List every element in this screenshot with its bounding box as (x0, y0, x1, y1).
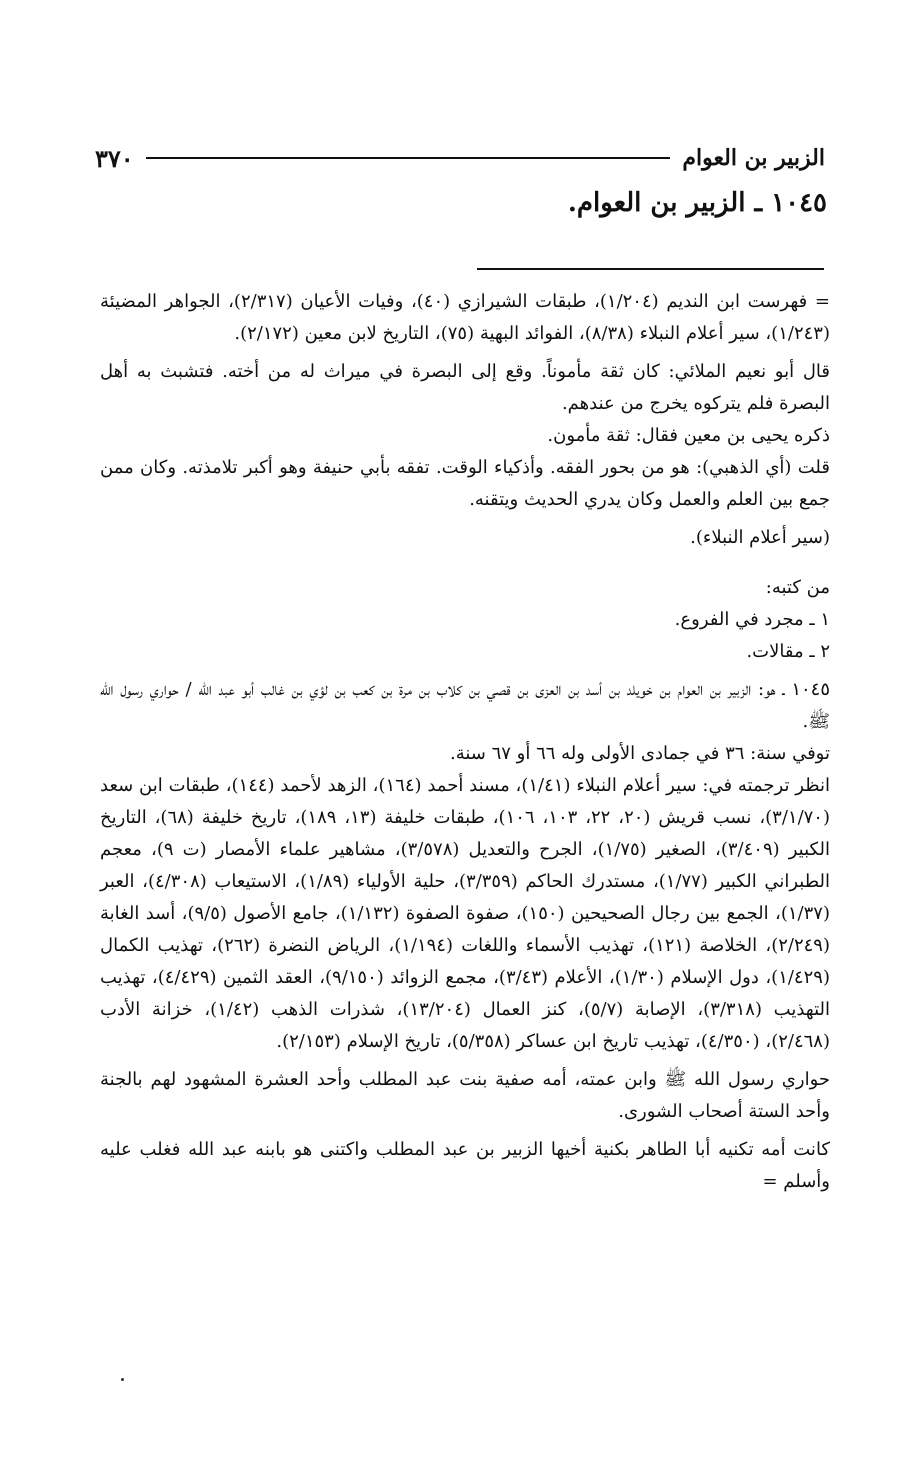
page-number: ٣٧٠ (95, 143, 134, 173)
footnotes-body (100, 286, 830, 1198)
header-rule (146, 157, 671, 159)
yahya-quote: ذكره يحيى بن معين فقال: ثقة مأمون. (547, 425, 830, 446)
running-title: الزبير بن العوام (682, 145, 825, 171)
siyar-reference: (سير أعلام النبلاء). (690, 527, 830, 548)
stray-dot (121, 1378, 124, 1381)
books-heading: من كتبه: (765, 577, 830, 598)
dhahabi-quote: قلت (أي الذهبي): هو من بحور الفقه. وأذكياء الوقت. تفقه بأبي حنيفة وهو أكبر تلامذته. وكان ممن جمع بين العلم والعمل وكان يدري الحديث ويتقنه. (100, 457, 830, 510)
page-header (95, 138, 825, 178)
sources-continued: = فهرست ابن النديم (١/٢٠٤)، طبقات الشيرازي (٤٠)، وفيات الأعيان (٢/٣١٧)، الجواهر المضيئة (١/٢٤٣)، سير أعلام النبلاء (٨/٣٨)، الفوائد البهية (٧٥)، التاريخ لابن معين (٢/١٧٢). (100, 291, 830, 344)
abu-nuaim-quote: قال أبو نعيم الملائي: كان ثقة مأموناً. وقع إلى البصرة في ميراث له من أخته. فتشبث به أهل البصرة فلم يتركوه يخرج من عندهم. (100, 361, 830, 414)
hawari-paragraph: حواري رسول الله ﷺ وابن عمته، أمه صفية بنت عبد المطلب وأحد العشرة المشهود لهم بالجنة وأحد الستة أصحاب الشورى. (100, 1069, 830, 1122)
footnote-separator (477, 268, 824, 270)
biography-sources: انظر ترجمته في: سير أعلام النبلاء (١/٤١)، مسند أحمد (١٦٤)، الزهد لأحمد (١٤٤)، طبقات ابن سعد (٣/١/٧٠)، نسب قريش (٢٠، ٢٢، ١٠٣، ١٠٦)، طبقات خليفة (١٣، ١٨٩)، تاريخ خليفة (٦٨)، التاريخ الكبير (٣/٤٠٩)، الصغير (١/٧٥)، الجرح والتعديل (٣/٥٧٨)، مشاهير علماء الأمصار (ت ٩)، معجم الطبراني الكبير (١/٧٧)، مستدرك الحاكم (٣/٣٥٩)، حلية الأولياء (١/٨٩)، الاستيعاب (٤/٣٠٨)، العبر (١/٣٧)، الجمع بين رجال الصحيحين (١٥٠)، صفوة الصفوة (١/١٣٢)، جامع الأصول (٩/٥)، أسد الغابة (٢/٢٤٩)، الخلاصة (١٢١)، تهذيب الأسماء واللغات (١/١٩٤)، الرياض النضرة (٢٦٢)، تهذيب الكمال (١/٤٢٩)، دول الإسلام (١/٣٠)، الأعلام (٣/٤٣)، مجمع الزوائد (٩/١٥٠)، العقد الثمين (٤/٤٢٩)، تهذيب التهذيب (٣/٣١٨)، الإصابة (٥/٧)، كنز العمال (١٣/٢٠٤)، شذرات الذهب (١/٤٢)، خزانة الأدب (٢/٤٦٨)، (٤/٣٥٠)، تهذيب تاريخ ابن عساكر (٥/٣٥٨)، تاريخ الإسلام (٢/١٥٣). (100, 775, 831, 1052)
entry-title: ١٠٤٥ ـ الزبير بن العوام. (567, 188, 827, 218)
kunya-paragraph: كانت أمه تكنيه أبا الطاهر بكنية أخيها الزبير بن عبد المطلب واكتنى هو بابنه عبد الله فغلب عليه وأسلم = (100, 1139, 830, 1192)
note-1045: ١٠٤٥ ـ هو: الزبير بن العوام بن خويلد بن أسد بن العزى بن قصي بن كلاب بن مرة بن كعب بن لؤي بن غالب أبو عبد الله / حواري رسول الله ﷺ. (100, 679, 830, 732)
death-date: توفي سنة: ٣٦ في جمادى الأولى وله ٦٦ أو ٦٧ سنة. (450, 743, 830, 764)
book-item-2: ٢ ـ مقالات. (746, 641, 830, 662)
book-item-1: ١ ـ مجرد في الفروع. (674, 609, 830, 630)
